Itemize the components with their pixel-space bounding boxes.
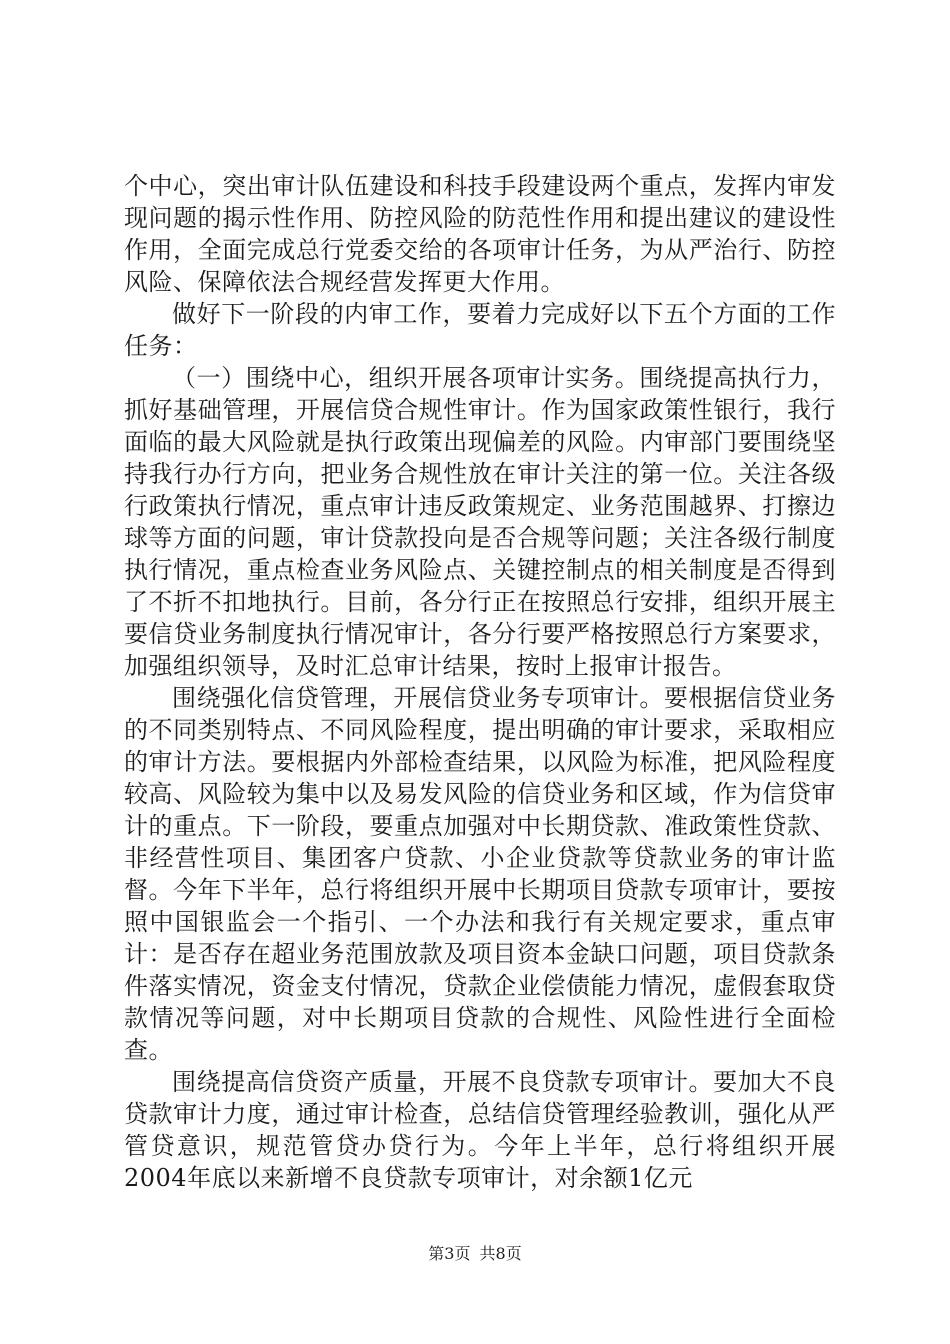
paragraph-section-one: （一）围绕中心，组织开展各项审计实务。围绕提高执行力，抓好基础管理，开展信贷合规性审计。作为国家政策性银行，我行面临的最大风险就是执行政策出现偏差的风险。内审部门要围绕坚持我行办行方向，把业务合规性放在审计关注的第一位。关注各级行政策执行情况，重点审计违反政策规定、业务范围越界、打擦边球等方面的问题，审计贷款投向是否合规等问题；关注各级行制度执行情况，重点检查业务风险点、关键控制点的相关制度是否得到了不折不扣地执行。目前，各分行正在按照总行安排，组织开展主要信贷业务制度执行情况审计，各分行要严格按照总行方案要求，加强组织领导，及时汇总审计结果，按时上报审计报告。 — [124, 364, 836, 680]
paragraph-credit-audit: 围绕强化信贷管理，开展信贷业务专项审计。要根据信贷业务的不同类别特点、不同风险程度，提出明确的审计要求，采取相应的审计方法。要根据内外部检查结果，以风险为标准，把风险程度较高、风险较为集中以及易发风险的信贷业务和区域，作为信贷审计的重点。下一阶段，要重点加强对中长期贷款、准政策性贷款、非经营性项目、集团客户贷款、小企业贷款等贷款业务的审计监督。今年下半年，总行将组织开展中长期项目贷款专项审计，要按照中国银监会一个指引、一个办法和我行有关规定要求，重点审计：是否存在超业务范围放款及项目资本金缺口问题，项目贷款条件落实情况，资金支付情况，贷款企业偿债能力情况，虚假套取贷款情况等问题，对中长期项目贷款的合规性、风险性进行全面检查。 — [124, 684, 836, 1064]
page-total: 共8页 — [479, 1244, 522, 1263]
document-body — [124, 170, 836, 1194]
paragraph-continuation: 个中心，突出审计队伍建设和科技手段建设两个重点，发挥内审发现问题的揭示性作用、防控风险的防范性作用和提出建议的建设性作用，全面完成总行党委交给的各项审计任务，为从严治行、防控风险、保障依法合规经营发挥更大作用。 — [124, 172, 836, 296]
page-number: 第3页 — [428, 1244, 471, 1263]
paragraph-npl-audit: 围绕提高信贷资产质量，开展不良贷款专项审计。要加大不良贷款审计力度，通过审计检查，总结信贷管理经验教训，强化从严管贷意识，规范管贷办贷行为。今年上半年，总行将组织开展2004年底以来新增不良贷款专项审计，对余额1亿元 — [124, 1068, 836, 1192]
page-footer — [0, 1244, 950, 1264]
paragraph-intro: 做好下一阶段的内审工作，要着力完成好以下五个方面的工作任务： — [124, 300, 836, 360]
